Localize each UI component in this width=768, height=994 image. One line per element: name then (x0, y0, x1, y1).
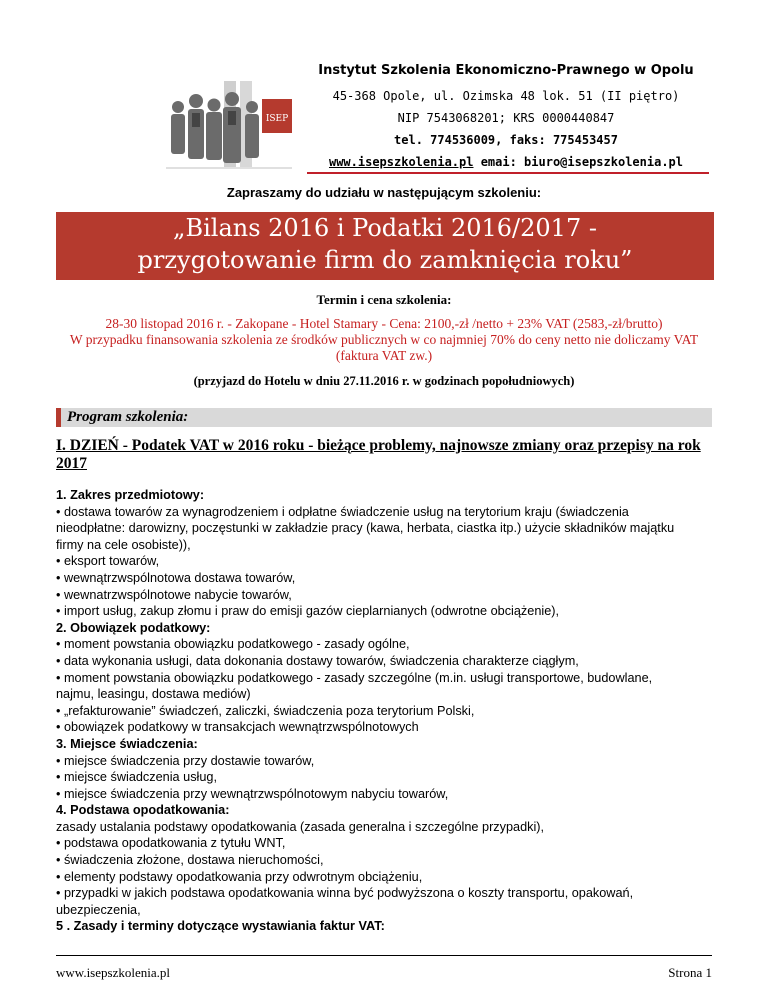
institute-name: Instytut Szkolenia Ekonomiczno-Prawnego w Opolu (318, 63, 694, 78)
program-heading: 4. Podstawa opodatkowania: (56, 803, 230, 818)
isep-logo-text: ISEP (265, 114, 289, 124)
program-line: • świadczenia złożone, dostawa nieruchomości, (56, 853, 324, 868)
program-line: • wewnątrzwspólnotowa dostawa towarów, (56, 570, 296, 585)
program-line: • dostawa towarów za wynagrodzeniem i odpłatne świadczenie usług na terytorium kraju (świadczenia (56, 504, 629, 519)
header-rule (307, 172, 709, 174)
program-line: • miejsce świadczenia przy dostawie towarów, (56, 753, 315, 768)
program-line: • moment powstania obowiązku podatkowego - zasady szczególne (m.in. usługi transportowe, budowlane, (56, 670, 653, 685)
program-line: • przypadki w jakich podstawa opodatkowania winna być podwyższona o koszty transportu, opakowań, (56, 886, 634, 901)
invite-text: Zapraszamy do udziału w następującym szkoleniu: (226, 185, 542, 200)
arrival-note: (przyjazd do Hotelu w dniu 27.11.2016 r. w godzinach popołudniowych) (193, 374, 575, 388)
term-line-1: 28-30 listopad 2016 r. - Zakopane - Hotel Stamary - Cena: 2100,-zł /netto + 23% VAT (2583,-zł/brutto) (105, 316, 663, 331)
program-line: • import usług, zakup złomu i praw do emisji gazów cieplarnianych (odwrotne obciążenie), (56, 604, 560, 619)
section-header (56, 408, 712, 427)
section-accent (56, 408, 61, 427)
institute-address: 45-368 Opole, ul. Ozimska 48 lok. 51 (II piętro) (332, 89, 680, 103)
program-line: • obowiązek podatkowy w transakcjach wewnątrzwspólnotowych (56, 720, 419, 735)
program-heading: 1. Zakres przedmiotowy: (56, 488, 205, 502)
program-line: • wewnatrzwspólnotowe nabycie towarów, (56, 587, 292, 602)
institute-nip-krs: NIP 7543068201; KRS 0000440847 (397, 111, 615, 125)
day1-title: I. DZIEŃ - Podatek VAT w 2016 roku - bieżące problemy, najnowsze zmiany oraz przepisy na rok 2017 (56, 437, 701, 472)
program-line: nieodpłatne: darowizny, poczęstunki w zakładzie pracy (kawa, herbata, ciastka itp.) użycie składników majątku (56, 521, 675, 536)
banner-line-2: przygotowanie firm do zamknięcia roku” (137, 246, 633, 274)
training-title-banner (56, 212, 714, 280)
program-line: • elementy podstawy opodatkowania przy odwrotnym obciążeniu, (56, 869, 423, 884)
program-line: • data wykonania usługi, data dokonania dostawy towarów, świadczenia charakterze ciągłym, (56, 653, 579, 668)
website-link[interactable]: www.isepszkolenia.pl (328, 155, 474, 169)
program-line: • miejsce świadczenia usług, (56, 770, 217, 785)
program-line: • „refakturowanie” świadczeń, zaliczki, świadczenia poza terytorium Polski, (56, 703, 475, 718)
day1-program (56, 487, 720, 935)
footer-website: www.isepszkolenia.pl (56, 965, 170, 980)
program-heading: 2. Obowiązek podatkowy: (56, 620, 211, 635)
term-title: Termin i cena szkolenia: (316, 292, 452, 307)
program-line: ubezpieczenia, (56, 902, 141, 917)
isep-logo (166, 77, 292, 173)
program-line: firmy na cele osobiste)), (56, 537, 191, 552)
program-line: • podstawa opodatkowania z tytułu WNT, (56, 836, 286, 851)
program-line: • moment powstania obowiązku podatkowego - zasady ogólne, (56, 637, 410, 652)
institute-contact (296, 155, 716, 169)
page-footer (56, 955, 712, 981)
program-line: • miejsce świadczenia przy wewnątrzwspólnotowym nabyciu towarów, (56, 786, 449, 801)
section-title: Program szkolenia: (67, 409, 189, 425)
footer-page-number: Strona 1 (668, 965, 712, 980)
program-line: • eksport towarów, (56, 554, 160, 569)
institute-phone-fax: tel. 774536009, faks: 775453457 (394, 133, 618, 147)
program-line: zasady ustalania podstawy opodatkowania (zasada generalna i szczególne przypadki), (56, 819, 545, 834)
term-details (40, 316, 728, 364)
program-line: najmu, leasingu, dostawa mediów) (56, 687, 251, 702)
program-heading: 3. Miejsce świadczenia: (56, 736, 198, 751)
email-text: emai: biuro@isepszkolenia.pl (473, 155, 683, 169)
program-heading: 5 . Zasady i terminy dotyczące wystawiania faktur VAT: (56, 919, 385, 934)
term-line-2: W przypadku finansowania szkolenia ze środków publicznych w co najmniej 70% do ceny netto nie doliczamy VAT (69, 332, 699, 347)
term-line-3: (faktura VAT zw.) (335, 348, 433, 363)
banner-line-1: „Bilans 2016 i Podatki 2016/2017 - (173, 214, 597, 242)
